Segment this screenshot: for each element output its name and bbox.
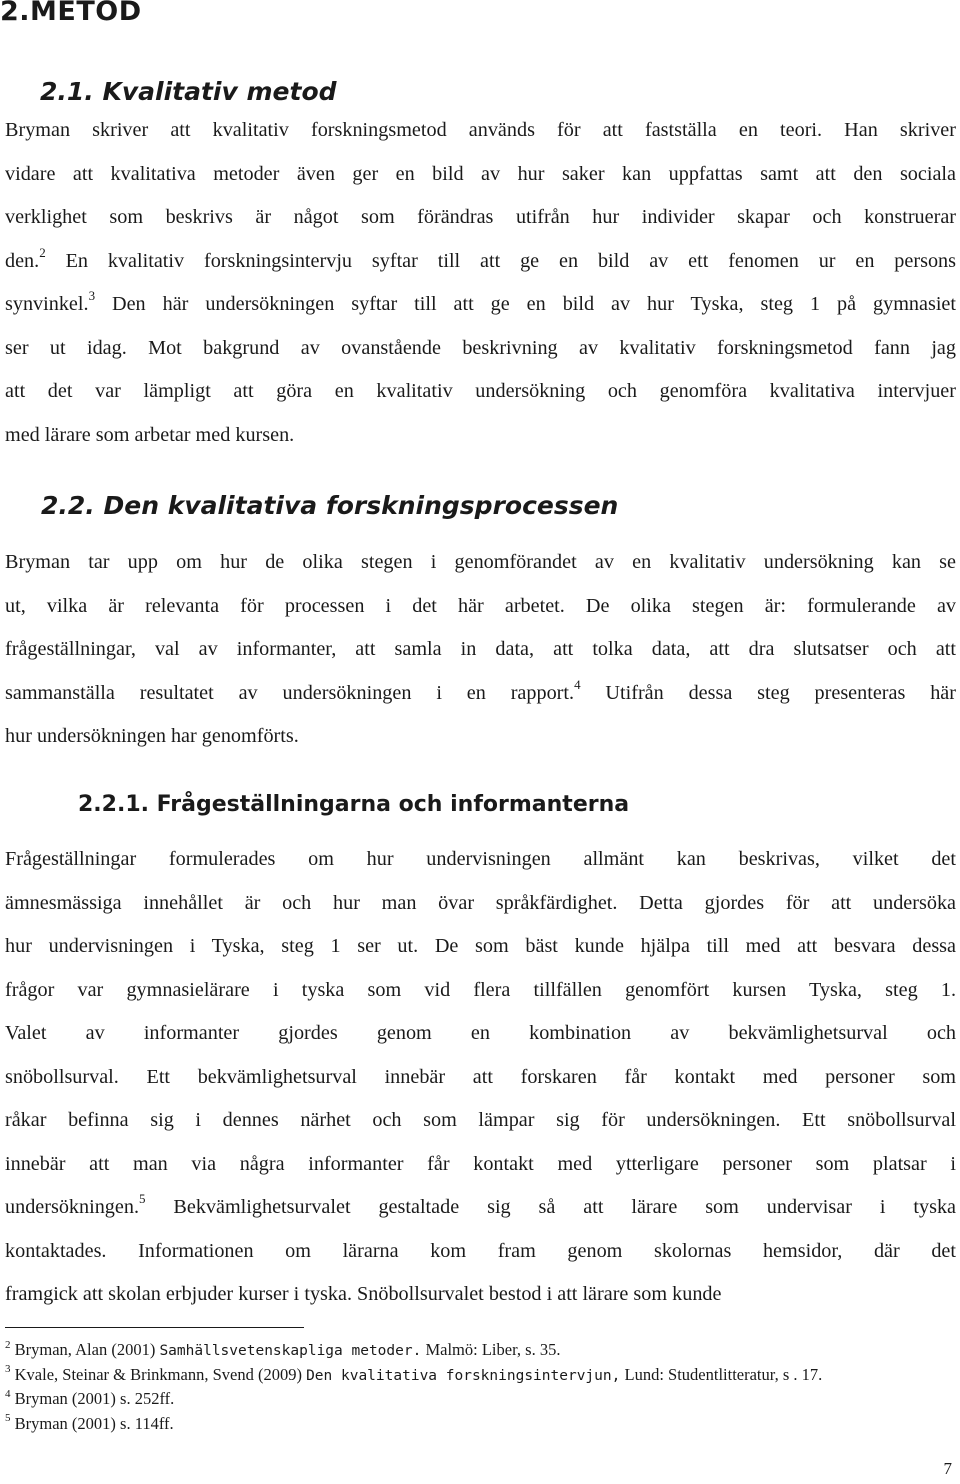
text-line: med lärare som arbetar med kursen.: [5, 423, 295, 446]
footnote-item: [5, 1412, 956, 1437]
text-line: ser ut idag. Mot bakgrund av ovanstående beskrivning av kvalitativ forskningsmetod fann jag: [5, 336, 956, 359]
section-heading-2-2-1: 2.2.1. Frågeställningarna och informanterna: [78, 792, 630, 817]
paragraph-kvalitativ-metod: [5, 109, 956, 457]
footnote-number: 3: [5, 1363, 11, 1375]
text-line: råkar befinna sig i dennes närhet och som lämpar sig för undersökningen. Ett snöbollsurval: [5, 1109, 956, 1131]
footnote-separator: [5, 1327, 304, 1328]
text-line: Valet av informanter gjordes genom en kombination av bekvämlighetsurval och: [5, 1022, 956, 1044]
footnote-item: [5, 1387, 956, 1412]
text-line: kontaktades. Informationen om lärarna kom fram genom skolornas hemsidor, där det: [5, 1239, 956, 1262]
text-line: Frågeställningar formulerades om hur undervisningen allmänt kan beskrivas, vilket det: [5, 848, 956, 870]
footnote-number: 5: [5, 1412, 11, 1424]
text-line: Bryman skriver att kvalitativ forskningsmetod används för att fastställa en teori. Han skriver: [5, 119, 956, 141]
text-line: den.$^2$ En kvalitativ forskningsintervju syftar till att ge en bild av ett fenomen ur en persons: [5, 244, 956, 272]
paragraph-fragestallningar: [5, 838, 956, 1317]
footnote-ref[interactable]: 3: [88, 288, 96, 304]
footnote-text: Lund: Studentlitteratur, s . 17.: [620, 1364, 823, 1384]
text-line: undersökningen.$^5$ Bekvämlighetsurvalet gestaltade sig så att lärare som undervisar i tyska: [5, 1191, 956, 1218]
footnotes: [5, 1338, 956, 1436]
text-line: vidare att kvalitativa metoder även ger en bild av hur saker kan uppfattas samt att den sociala: [5, 162, 956, 185]
footnote-item: [5, 1338, 956, 1363]
chapter-heading: 2.METOD: [0, 0, 142, 27]
footnote-text: Bryman (2001) s. 114ff.: [14, 1413, 174, 1433]
text-line: ämnesmässiga innehållet är och hur man övar språkfärdighet. Detta gjordes för att undersöka: [5, 891, 956, 914]
text-line: synvinkel.$^3$ Den här undersökningen syftar till att ge en bild av hur Tyska, steg 1 på gymnasiet: [5, 288, 956, 315]
footnote-text: Bryman (2001) s. 252ff.: [14, 1389, 175, 1408]
footnote-number: 2: [5, 1338, 11, 1351]
section-heading-2-2: 2.2. Den kvalitativa forskningsprocessen: [41, 491, 619, 520]
page-number: 7: [943, 1459, 952, 1478]
text-line: att det var lämpligt att göra en kvalitativ undersökning och genomföra kvalitativa intervjuer: [5, 380, 956, 402]
text-line: verklighet som beskrivs är något som förändras utifrån hur individer skapar och konstruerar: [5, 206, 956, 228]
footnote-number: 4: [5, 1387, 11, 1400]
footnote-ref[interactable]: 5: [139, 1191, 146, 1207]
footnote-text: Bryman, Alan (2001): [14, 1340, 160, 1359]
footnote-item: [5, 1363, 956, 1388]
text-line: hur undersökningen har genomförts.: [5, 725, 299, 747]
footnote-ref[interactable]: 4: [574, 676, 581, 692]
footnote-ref[interactable]: 2: [39, 244, 46, 260]
paragraph-forskningsprocessen: [5, 541, 956, 759]
text-line: Bryman tar upp om hur de olika stegen i genomförandet av en kvalitativ undersökning kan se: [5, 551, 956, 573]
footnote-title: Den kvalitativa forskningsintervjun,: [306, 1367, 621, 1384]
text-line: sammanställa resultatet av undersökningen i en rapport.$^4$ Utifrån dessa steg presenteras här: [5, 676, 956, 704]
text-line: innebär att man via några informanter får kontakt med ytterligare personer som platsar i: [5, 1152, 956, 1175]
text-line: framgick att skolan erbjuder kurser i tyska. Snöbollsurvalet bestod i att lärare som kunde: [5, 1283, 722, 1305]
text-line: ut, vilka är relevanta för processen i det här arbetet. De olika stegen är: formulerande av: [5, 594, 956, 617]
text-line: hur undervisningen i Tyska, steg 1 ser ut. De som bäst kunde hjälpa till med att besvara dessa: [5, 935, 956, 957]
text-line: frågeställningar, val av informanter, att samla in data, att tolka data, att dra slutsatser och att: [5, 638, 956, 660]
footnote-text: Kvale, Steinar & Brinkmann, Svend (2009): [14, 1364, 307, 1384]
section-heading-2-1: 2.1. Kvalitativ metod: [40, 77, 337, 106]
footnote-text: Malmö: Liber, s. 35.: [421, 1340, 561, 1359]
text-line: snöbollsurval. Ett bekvämlighetsurval innebär att forskaren får kontakt med personer som: [5, 1065, 956, 1088]
footnote-title: Samhällsvetenskapliga metoder.: [159, 1343, 422, 1359]
text-line: frågor var gymnasielärare i tyska som vid flera tillfällen genomfört kursen Tyska, steg 1.: [5, 978, 956, 1001]
